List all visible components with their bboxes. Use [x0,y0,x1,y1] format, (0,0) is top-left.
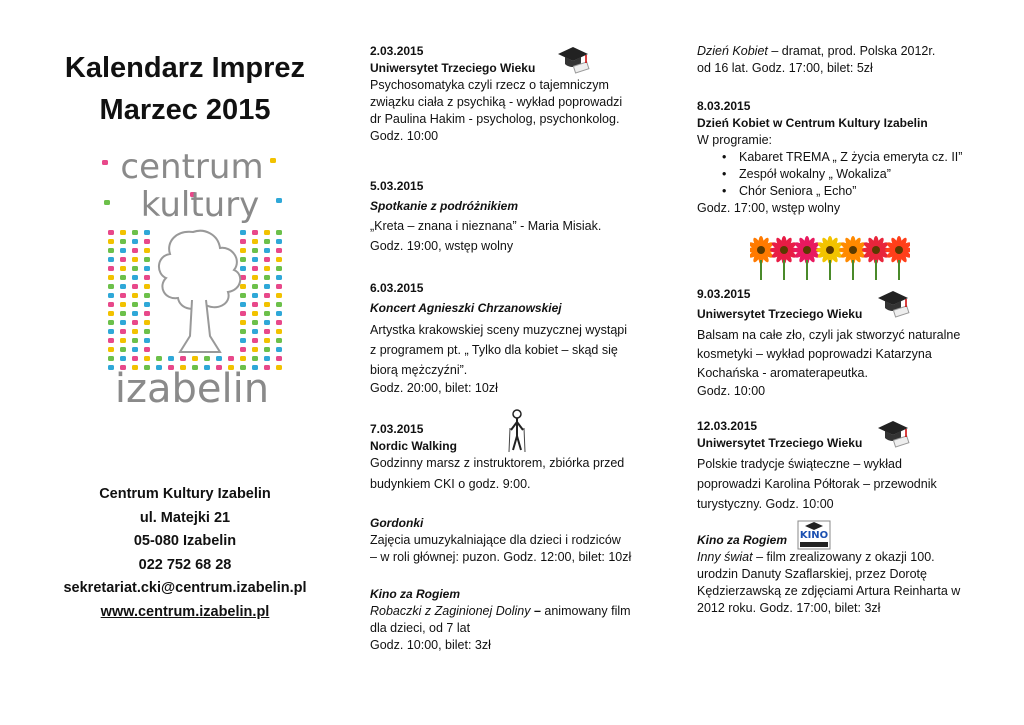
event-desc: – w roli głównej: puzon. Godz. 12:00, bilet: 10zł [370,550,632,564]
logo-dot [252,239,258,244]
logo-dot [276,198,282,203]
logo-dot [252,230,258,235]
logo-word-kultury: kultury [140,185,260,225]
contact-website-link[interactable]: www.centrum.izabelin.pl [100,603,270,620]
event-date: 6.03.2015 [370,281,424,295]
event-gordonki [370,515,670,566]
logo-dot [216,356,222,361]
logo-dot [120,311,126,316]
event-desc: turystyczny. Godz. 10:00 [697,497,834,511]
logo-dot [108,311,114,316]
logo-dot [276,293,282,298]
logo-dot [264,239,270,244]
logo-dot [240,311,246,316]
logo-dot [120,293,126,298]
event-title: Uniwersytet Trzeciego Wieku [697,307,863,321]
logo-dot [276,239,282,244]
logo-dot [276,248,282,253]
nordic-walking-figure-icon [508,408,526,454]
logo-dot [144,239,150,244]
event-time: Godz. 17:00, wstęp wolny [697,201,841,215]
logo-dot [132,257,138,262]
event-date: 8.03.2015 [697,99,751,113]
logo-dot [120,239,126,244]
logo-dot [120,356,126,361]
program-item: • Kabaret TREMA „ Z życia emeryta cz. II” [739,149,1017,166]
event-time: Godz. 19:00, wstęp wolny [370,239,514,253]
logo-dot [144,356,150,361]
logo-dot [132,266,138,271]
logo-dot [240,329,246,334]
graduation-cap-icon [556,44,590,74]
page-subtitle: Marzec 2015 [99,94,271,126]
logo-dot [264,248,270,253]
graduation-cap-icon [876,418,910,448]
logo-dot [252,284,258,289]
film-title: Dzień Kobiet [697,44,768,58]
logo-dot [276,338,282,343]
logo-dot [228,356,234,361]
logo-dot [276,257,282,262]
event-5-03 [370,178,660,255]
event-desc: Psychosomatyka czyli rzecz o tajemniczym [370,78,609,92]
event-desc: Kędzierzawską ze zdjęciami Artura Reinharta w [697,584,961,598]
logo-word-centrum: centrum [120,150,264,187]
film-desc: – dramat, prod. Polska 2012r. [767,44,936,58]
event-9-03 [697,286,1017,400]
logo-dot [120,338,126,343]
event-date: 12.03.2015 [697,419,758,433]
event-desc: Kochańska - aromaterapeutka. [697,366,868,380]
logo-dot [120,329,126,334]
logo-dot [132,239,138,244]
logo-dot [120,257,126,262]
contact-email[interactable]: sekretariat.cki@centrum.izabelin.pl [63,580,307,596]
logo-dot [180,356,186,361]
logo-dot [144,257,150,262]
logo-dot [132,284,138,289]
tree-icon [159,231,240,352]
event-time: Godz. 10:00, bilet: 3zł [370,638,491,652]
event-date: 5.03.2015 [370,179,424,193]
logo-dot [240,320,246,325]
event-desc: Godzinny marsz z instruktorem, zbiórka przed [370,456,625,470]
logo-dot [252,293,258,298]
logo-dot [252,311,258,316]
logo-dot [102,160,108,165]
logo-dot [240,248,246,253]
film-desc: animowany film [544,604,631,618]
logo-dot [108,239,114,244]
logo-dot [264,338,270,343]
event-title: Uniwersytet Trzeciego Wieku [697,436,863,450]
program-item: • Zespół wokalny „ Wokaliza” [739,166,1017,183]
film-title: Inny świat [697,550,753,564]
film-title: Robaczki z Zaginionej Doliny [370,604,531,618]
event-desc: Artystka krakowskiej sceny muzycznej wystąpi [370,323,628,337]
logo-dot [132,338,138,343]
kino-badge-text: KINO [799,530,829,541]
logo-dot [108,284,114,289]
logo-dot [252,266,258,271]
event-desc-line [370,603,670,620]
logo-dot [276,365,282,370]
flower-center [780,246,788,254]
flower-center [849,246,857,254]
event-desc: związku ciała z psychiką - wykład poprowadzi [370,95,623,109]
graduation-cap-icon [876,288,910,318]
logo-dot [120,230,126,235]
logo-dot [264,356,270,361]
logo-dot [276,347,282,352]
logo-dot [264,302,270,307]
logo-dot [132,311,138,316]
logo-dot [144,302,150,307]
flowers-image [750,228,910,280]
logo-dot [240,266,246,271]
film-dash: – [530,604,545,618]
contact-name: Centrum Kultury Izabelin [99,486,271,502]
event-title: Koncert Agnieszki Chrzanowskiej [370,301,562,315]
event-title: Uniwersytet Trzeciego Wieku [370,61,536,75]
logo-dot [240,356,246,361]
logo-dot [120,275,126,280]
logo-dot [264,266,270,271]
event-desc: urodzin Danuty Szaflarskiej, przez Dorotę [697,567,927,581]
event-title: Spotkanie z podróżnikiem [370,199,519,213]
event-8-03 [697,98,1017,217]
event-time: Godz. 10:00 [697,384,766,398]
event-12-03 [697,418,1017,514]
logo-dot [108,266,114,271]
event-desc: „Kreta – znana i nieznana” - Maria Misiak. [370,219,602,233]
logo-dot [132,302,138,307]
logo-dot [120,347,126,352]
logo-dot [240,230,246,235]
logo-dot [144,266,150,271]
logo-dot [120,320,126,325]
event-desc: dr Paulina Hakim - psycholog, psychonkolog. [370,112,620,126]
logo-dot [144,230,150,235]
event-desc: z programem pt. „ Tylko dla kobiet – skąd się [370,343,618,357]
logo-dot [120,248,126,253]
logo-dot [240,239,246,244]
program-item: • Chór Seniora „ Echo” [739,183,1017,200]
logo-dot [108,248,114,253]
film-desc: – film zrealizowany z okazji 100. [752,550,935,564]
event-kino-right [697,532,1017,617]
logo-dot [132,320,138,325]
event-desc: poprowadzi Karolina Półtorak – przewodnik [697,477,937,491]
event-desc-line [697,549,1017,566]
logo-dot [276,302,282,307]
logo-dot [252,356,258,361]
logo-dot [204,356,210,361]
logo-dot [264,293,270,298]
event-title: Gordonki [370,516,424,530]
logo-dot [108,275,114,280]
logo-dot [252,248,258,253]
event-6-03 [370,280,660,397]
logo-dot [120,302,126,307]
kino-za-rogiem-logo-icon [797,520,831,550]
logo-dot [240,302,246,307]
logo-dot [252,257,258,262]
logo-dot [108,365,114,370]
logo-dot [132,356,138,361]
event-date: 9.03.2015 [697,287,751,301]
event-desc: od 16 lat. Godz. 17:00, bilet: 5zł [697,61,873,75]
logo-dot [104,200,110,205]
logo-dot [264,230,270,235]
event-desc: 2012 roku. Godz. 17:00, bilet: 3zł [697,601,881,615]
logo-dot [108,230,114,235]
event-desc: Balsam na całe zło, czyli jak stworzyć naturalne [697,328,961,342]
logo-dot [240,338,246,343]
event-desc: Polskie tradycje świąteczne – wykład [697,457,902,471]
logo-dot [144,338,150,343]
logo-dot [264,284,270,289]
logo-dot [264,257,270,262]
logo-dot [264,347,270,352]
logo-dot [144,293,150,298]
logo-dot [264,311,270,316]
logo-dot [264,329,270,334]
logo-dot [108,302,114,307]
event-desc: biorą mężczyźni”. [370,363,468,377]
logo-dot [252,275,258,280]
logo-dot [108,356,114,361]
logo-dot [132,293,138,298]
logo-dot [132,275,138,280]
logo-dot [108,320,114,325]
logo-dot [144,320,150,325]
logo-dot [108,338,114,343]
logo-dot [168,356,174,361]
logo-dot [240,257,246,262]
logo-dot [276,320,282,325]
event-desc: kosmetyki – wykład poprowadzi Katarzyna [697,347,932,361]
logo-dot [264,320,270,325]
logo-word-izabelin: izabelin [114,366,270,412]
flower-center [872,246,880,254]
logo-dot [252,338,258,343]
logo-dot [132,248,138,253]
program-list [697,149,1017,200]
program-intro: W programie: [697,133,773,147]
logo-dot [144,284,150,289]
event-date: 7.03.2015 [370,422,424,436]
logo-dot [108,329,114,334]
logo-dot [192,356,198,361]
logo-dot [276,275,282,280]
logo-dot [144,347,150,352]
event-desc: dla dzieci, od 7 lat [370,621,471,635]
contact-city: 05-080 Izabelin [133,533,237,549]
event-dzien-kobiet-film [697,43,1017,77]
logo-dot [270,158,276,163]
flower-center [803,246,811,254]
logo-dot [240,284,246,289]
logo-dot [276,230,282,235]
logo-dot [276,266,282,271]
logo-dot [144,311,150,316]
event-desc: Zajęcia umuzykalniające dla dzieci i rodziców [370,533,621,547]
logo-dot [276,356,282,361]
logo-dot [144,248,150,253]
event-title: Kino za Rogiem [370,587,461,601]
logo-dot [276,329,282,334]
event-desc-line [697,43,1017,60]
logo-dot [276,284,282,289]
contact-block [0,483,370,624]
logo-dot [132,329,138,334]
event-desc: budynkiem CKI o godz. 9:00. [370,477,531,491]
logo-dot [240,347,246,352]
logo-dot [132,230,138,235]
event-title: Kino za Rogiem [697,533,788,547]
centrum-kultury-logo [100,150,285,412]
logo-dot [156,356,162,361]
logo-dot [252,302,258,307]
logo-dot [120,266,126,271]
event-2-03 [370,43,660,145]
logo-dot [144,329,150,334]
event-time: Godz. 10:00 [370,129,439,143]
logo-dot [132,347,138,352]
page-title: Kalendarz Imprez [64,52,306,84]
logo-dot [252,329,258,334]
logo-dot [108,293,114,298]
event-title: Dzień Kobiet w Centrum Kultury Izabelin [697,116,928,130]
contact-street: ul. Matejki 21 [139,509,231,526]
logo-dot [120,284,126,289]
logo-dot [276,311,282,316]
flower-center [757,246,765,254]
flower-center [826,246,834,254]
event-date: 2.03.2015 [370,44,424,58]
event-time: Godz. 20:00, bilet: 10zł [370,381,498,395]
logo-dot [252,320,258,325]
event-kino-middle [370,586,670,654]
contact-phone: 022 752 68 28 [138,556,232,573]
logo-dot [252,347,258,352]
logo-dot [264,275,270,280]
event-title: Nordic Walking [370,439,457,453]
flower-center [895,246,903,254]
logo-dot [144,275,150,280]
logo-dot [108,347,114,352]
logo-dot [108,257,114,262]
logo-dot [240,293,246,298]
